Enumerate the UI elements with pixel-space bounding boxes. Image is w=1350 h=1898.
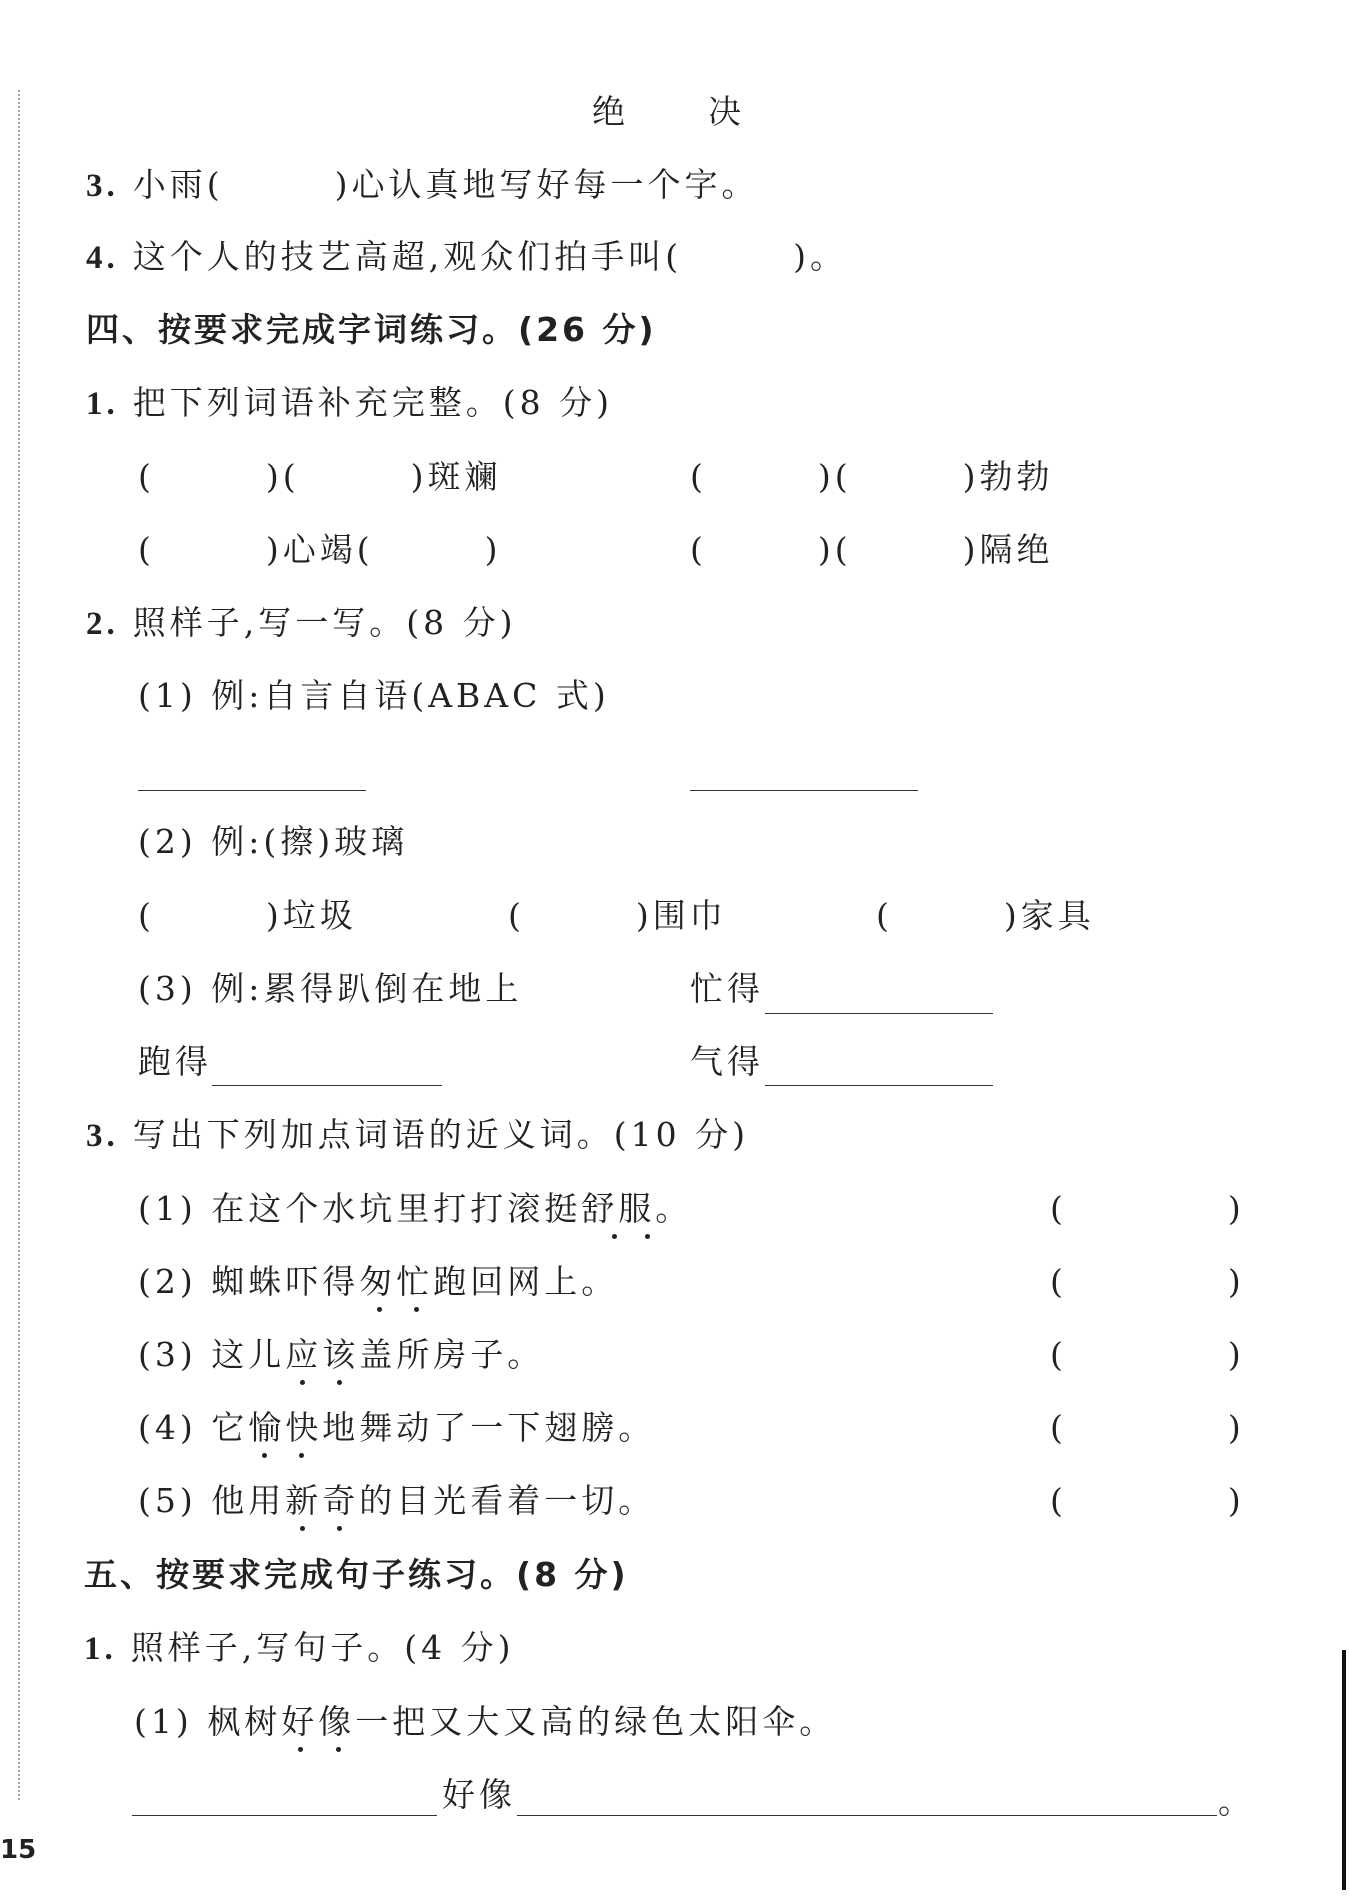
s4-q2-sub3-item-3: 气得 bbox=[690, 1042, 764, 1081]
s4-question-3: 3. 写出下列加点词语的近义词。(10 分) bbox=[86, 1115, 749, 1154]
emphasis-dot bbox=[337, 1380, 342, 1385]
s4-question-1: 1. 把下列词语补充完整。(8 分) bbox=[86, 383, 613, 422]
s4-q2-sub2-item-3: ( )家具 bbox=[876, 896, 1095, 935]
s4-q2-text: 照样子,写一写。(8 分) bbox=[132, 603, 517, 642]
s4-q2-sub3-item-1: 忙得 bbox=[690, 969, 764, 1008]
answer-line-sentence-subject[interactable] bbox=[132, 1815, 437, 1816]
s4-q1-item-2: ( )( )勃勃 bbox=[690, 457, 1054, 496]
s5-q1-text: 照样子,写句子。(4 分) bbox=[130, 1628, 515, 1667]
emphasis-dot bbox=[645, 1234, 650, 1239]
s4-question-2: 2. 照样子,写一写。(8 分) bbox=[86, 603, 517, 642]
emphasis-dot bbox=[414, 1307, 419, 1312]
s4-q1-item-4: ( )( )隔绝 bbox=[690, 530, 1054, 569]
question-4: 4. 这个人的技艺高超,观众们拍手叫( )。 bbox=[86, 237, 847, 276]
s4-q1-item-1: ( )( )斑斓 bbox=[138, 457, 502, 496]
emphasis-dot bbox=[336, 1747, 341, 1752]
emphasis-dot bbox=[612, 1234, 617, 1239]
s4-q3-answer-1[interactable]: ( ) bbox=[1050, 1189, 1241, 1228]
s4-q3-answer-5[interactable]: ( ) bbox=[1050, 1481, 1241, 1520]
s5-blank-word: 好像 bbox=[442, 1775, 516, 1814]
section-4-title: 四、按要求完成字词练习。(26 分) bbox=[86, 310, 657, 349]
s4-q3-answer-2[interactable]: ( ) bbox=[1050, 1262, 1241, 1301]
s4-q1-item-3: ( )心竭( ) bbox=[138, 530, 502, 569]
s4-q3-item-1: (1) 在这个水坑里打打滚挺舒服。 bbox=[138, 1189, 693, 1228]
s4-q3-answer-3[interactable]: ( ) bbox=[1050, 1335, 1241, 1374]
s4-q3-item-5: (5) 他用新奇的目光看着一切。 bbox=[138, 1481, 656, 1520]
question-4-text: 这个人的技艺高超,观众们拍手叫( )。 bbox=[132, 237, 847, 276]
s4-q3-item-4: (4) 它愉快地舞动了一下翅膀。 bbox=[138, 1408, 656, 1447]
header-word-2: 决 bbox=[708, 92, 745, 131]
s4-q3-text: 写出下列加点词语的近义词。(10 分) bbox=[132, 1115, 749, 1154]
answer-line-mangde[interactable] bbox=[765, 1013, 993, 1014]
page-edge-bar bbox=[1342, 1650, 1346, 1890]
s4-q3-item-3: (3) 这儿应该盖所房子。 bbox=[138, 1335, 545, 1374]
s5-q1-sub-1: (1) 枫树好像一把又大又高的绿色太阳伞。 bbox=[134, 1702, 837, 1741]
s4-q2-sub-3: (3) 例:累得趴倒在地上 bbox=[138, 969, 523, 1008]
answer-line-paode[interactable] bbox=[212, 1085, 442, 1086]
s5-question-1: 1. 照样子,写句子。(4 分) bbox=[84, 1628, 515, 1667]
answer-line-abac-2[interactable] bbox=[690, 790, 918, 791]
emphasis-dot bbox=[299, 1453, 304, 1458]
s4-q2-sub2-item-2: ( )围巾 bbox=[508, 896, 727, 935]
question-3-text: 小雨( )心认真地写好每一个字。 bbox=[132, 165, 759, 204]
emphasis-dot bbox=[300, 1526, 305, 1531]
answer-line-sentence-rest[interactable] bbox=[517, 1815, 1217, 1816]
header-word-1: 绝 bbox=[592, 92, 629, 131]
emphasis-dot bbox=[377, 1307, 382, 1312]
s4-q2-sub3-item-2: 跑得 bbox=[138, 1042, 212, 1081]
emphasis-dot bbox=[337, 1526, 342, 1531]
emphasis-dot bbox=[262, 1453, 267, 1458]
s4-q1-text: 把下列词语补充完整。(8 分) bbox=[132, 383, 613, 422]
s4-q2-sub2-item-1: ( )垃圾 bbox=[138, 896, 357, 935]
question-3: 3. 小雨( )心认真地写好每一个字。 bbox=[86, 165, 759, 204]
binding-dotted-line bbox=[18, 90, 20, 1800]
s4-q2-sub-2: (2) 例:(擦)玻璃 bbox=[138, 822, 409, 861]
s4-q2-sub-1: (1) 例:自言自语(ABAC 式) bbox=[138, 676, 610, 715]
section-5-title: 五、按要求完成句子练习。(8 分) bbox=[84, 1555, 629, 1594]
answer-line-abac-1[interactable] bbox=[138, 790, 366, 791]
s5-end-mark: 。 bbox=[1218, 1782, 1255, 1821]
emphasis-dot bbox=[298, 1747, 303, 1752]
s4-q3-item-2: (2) 蜘蛛吓得匆忙跑回网上。 bbox=[138, 1262, 619, 1301]
page-number: 15 bbox=[0, 1835, 37, 1865]
answer-line-qide[interactable] bbox=[765, 1085, 993, 1086]
emphasis-dot bbox=[300, 1380, 305, 1385]
s4-q3-answer-4[interactable]: ( ) bbox=[1050, 1408, 1241, 1447]
